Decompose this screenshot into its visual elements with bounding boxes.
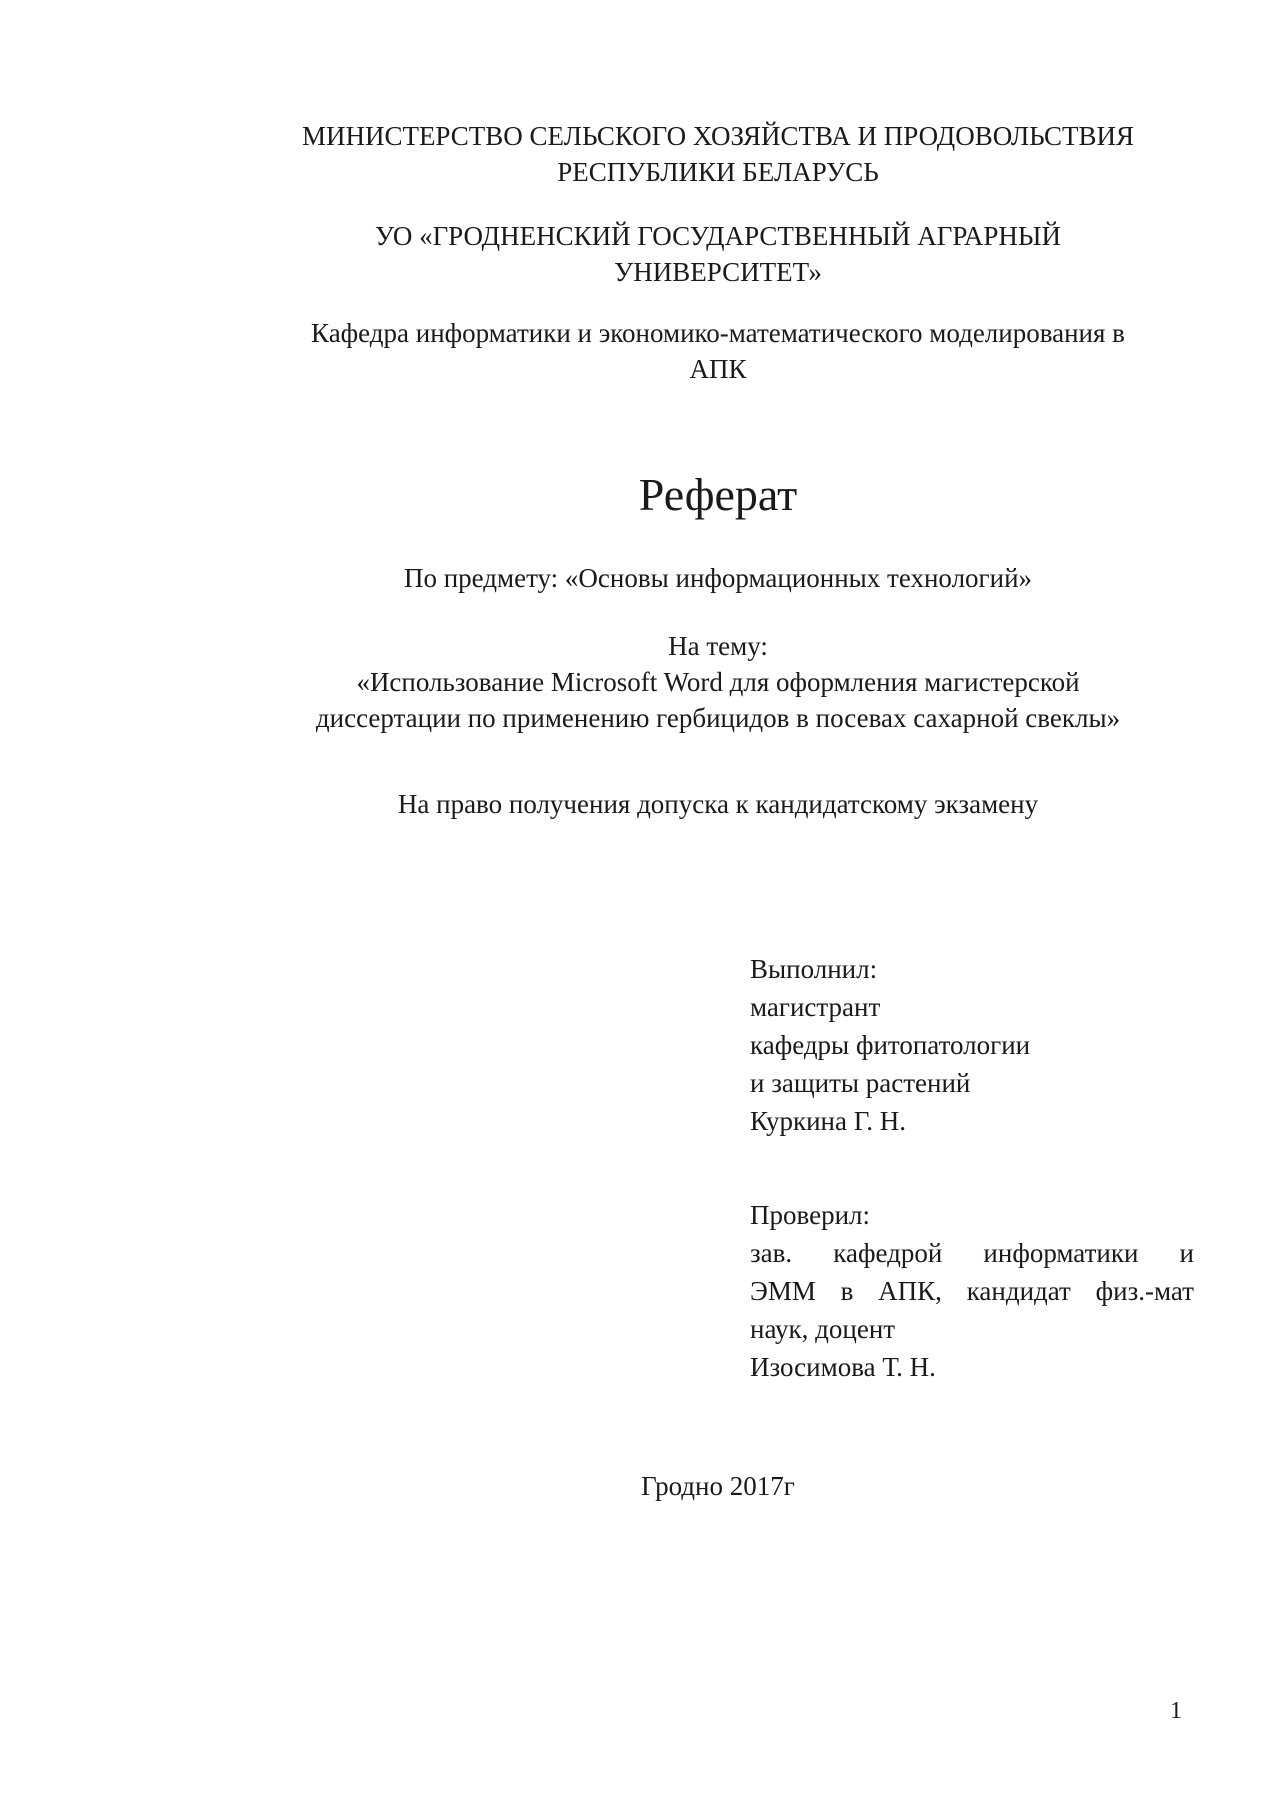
checker-line-1: зав. кафедрой информатики и [750,1238,1194,1268]
subject-line: По предмету: «Основы информационных технологий» [403,563,1033,593]
performer-label: Выполнил: [750,954,878,984]
performer-name: Куркина Г. Н. [750,1106,907,1136]
university-line-2: УНИВЕРСИТЕТ» [614,257,822,287]
university-heading [248,218,1188,290]
document-title: Реферат [638,469,798,520]
department-heading [248,315,1188,387]
page-number: 1 [1170,1698,1182,1724]
ministry-line-2: РЕСПУБЛИКИ БЕЛАРУСЬ [557,157,879,187]
department-line-1: Кафедра информатики и экономико-математического моделирования в [311,318,1125,348]
checker-block [750,1196,1194,1386]
checker-line-2: ЭММ в АПК, кандидат физ.-мат [750,1276,1194,1306]
performer-block [750,950,1194,1140]
performer-line: магистрант [750,992,881,1022]
checker-name: Изосимова Т. Н. [750,1352,936,1382]
performer-line: и защиты растений [750,1068,971,1098]
topic-line-2: диссертации по применению гербицидов в посевах сахарной свеклы» [315,703,1121,733]
performer-line: кафедры фитопатологии [750,1030,1031,1060]
checker-label: Проверил: [750,1200,870,1230]
ministry-heading [248,118,1188,190]
topic-line-1: «Использование Microsoft Word для оформления магистерской [356,667,1080,697]
ministry-line-1: МИНИСТЕРСТВО СЕЛЬСКОГО ХОЗЯЙСТВА И ПРОДОВОЛЬСТВИЯ [301,121,1135,151]
purpose-line: На право получения допуска к кандидатскому экзамену [397,789,1039,819]
university-line-1: УО «ГРОДНЕНСКИЙ ГОСУДАРСТВЕННЫЙ АГРАРНЫЙ [375,221,1061,251]
topic-block [248,628,1188,736]
checker-line-3: наук, доцент [750,1314,896,1344]
city-year: Гродно 2017г [641,1471,795,1501]
department-line-2: АПК [689,354,747,384]
topic-label: На тему: [668,631,768,661]
